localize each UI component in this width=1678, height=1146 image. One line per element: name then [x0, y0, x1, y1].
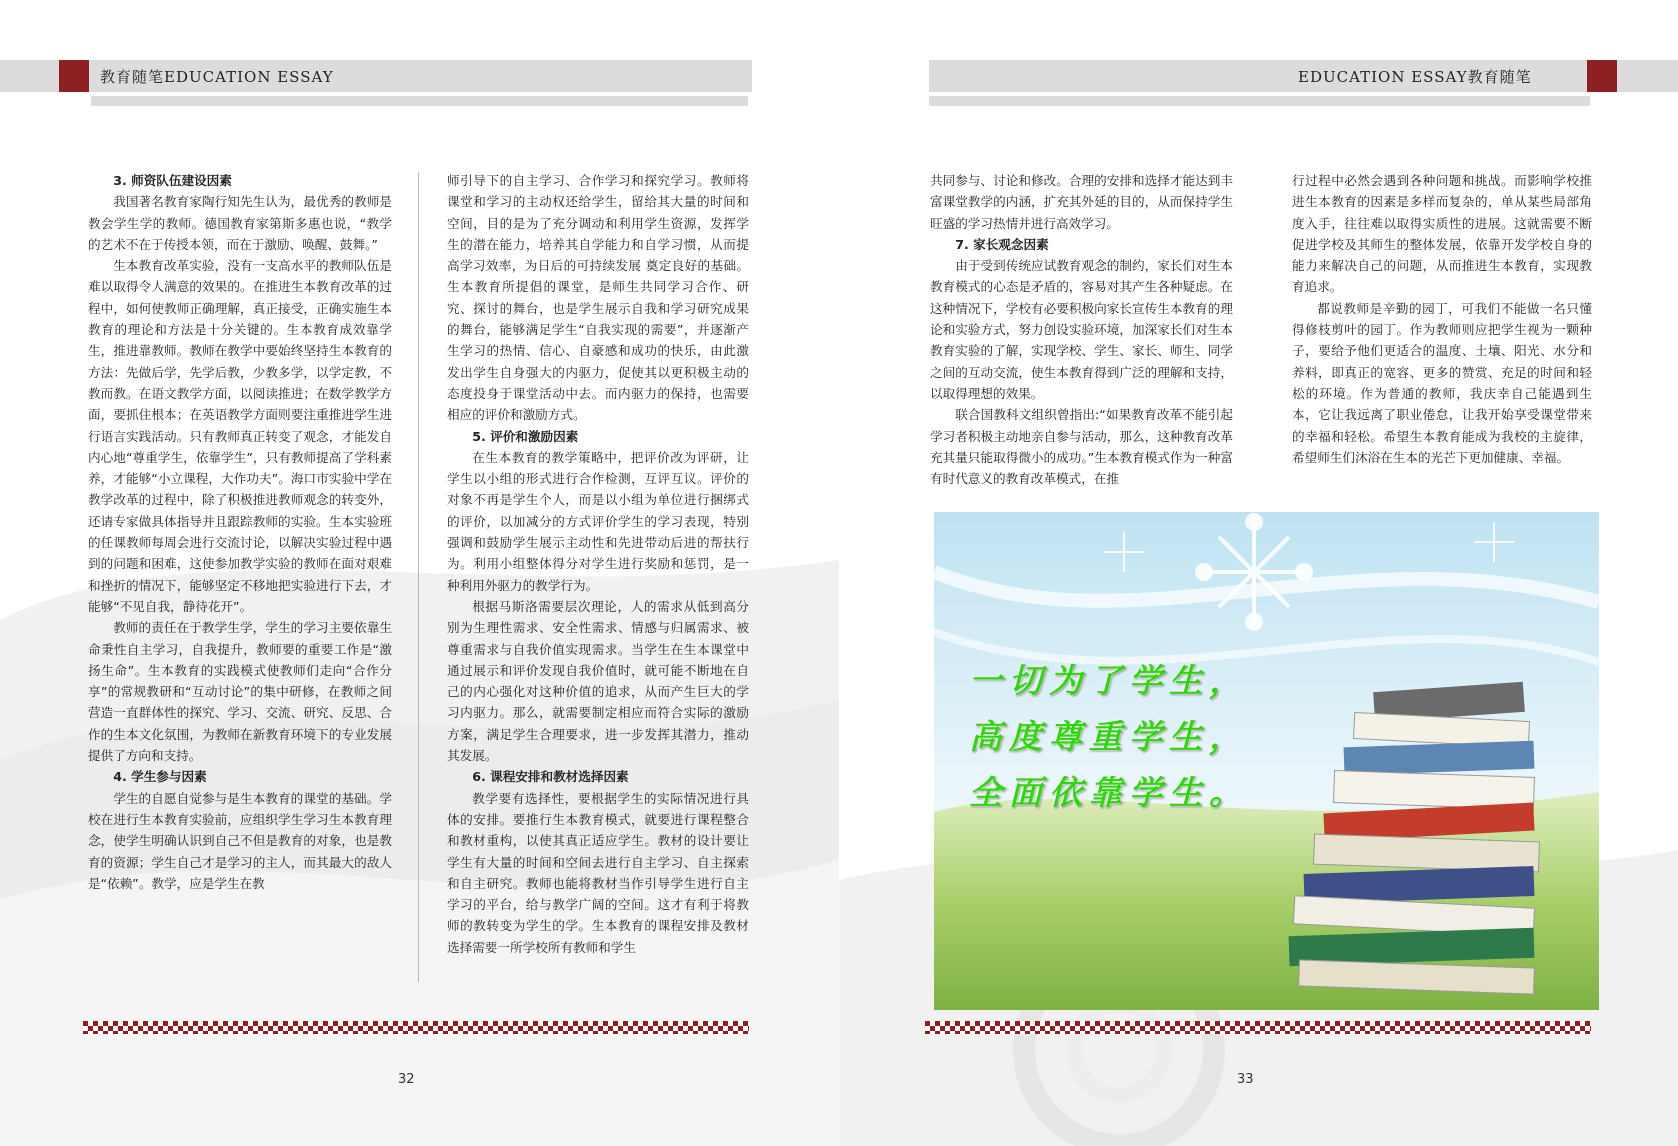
section-heading: 4. 学生参与因素: [113, 769, 207, 785]
header-rule: [91, 96, 748, 106]
section-heading: 5. 评价和激励因素: [472, 428, 579, 444]
paragraph: 教师的责任在于教学生学，学生的学习主要依靠生命秉性自主学习，自我提升，教师要的重要工作是“激扬生命”。生本教育的实践模式使教师们走向“合作分享”的常规教研和“互动讨论”的集中研修，在教师之间营造一直群体性的探究、学习、交流、研究、反思、合作的生本文化氛围，为教师在新教育环境下的专业发展提供了方向和支持。: [88, 620, 392, 764]
paragraph: 由于受到传统应试教育观念的制约，家长们对生本教育模式的心态是矛盾的，容易对其产生各种疑虑。在这种情况下，学校有必要积极向家长宣传生本教育的理论和实验方式，努力创设实验环境，加深家长们对生本教育实验的了解，实现学校、学生、家长、师生、同学之间的互动交流，使生本教育得到广泛的理解和支持，以取得理想的效果。: [930, 258, 1233, 401]
column-divider: [418, 172, 419, 982]
slogan-line-3: 全面依靠学生。: [969, 773, 1249, 812]
text-column-1: [88, 170, 392, 894]
header-rule: [929, 96, 1590, 106]
page-number: 32: [398, 1072, 415, 1087]
books-illustration: [934, 512, 1599, 1010]
paragraph: 学生的自愿自觉参与是生本教育的课堂的基础。学校在进行生本教育实验前，应组织学生学习生本教育理念，使学生明确认识到自己不但是教育的对象，也是教育的资源；学生自己才是学习的主人，而其最大的敌人是“依赖”。教学，应是学生在教: [88, 790, 392, 891]
paragraph: 共同参与、讨论和修改。合理的安排和选择才能达到丰富课堂教学的内涵，扩充其外延的目的，从而保持学生旺盛的学习热情并进行高效学习。: [930, 173, 1233, 231]
paragraph: 师引导下的自主学习、合作学习和探究学习。教师将课堂和学习的主动权还给学生，留给其大量的时间和空间，目的是为了充分调动和利用学生资源，发挥学生的潜在能力，培养其自学能力和自学习惯，从而提高学习效率，为日后的可持续发展 奠定良好的基础。生本教育所提倡的课堂，是师生共同学习合作、研究、探讨的舞台，也是学生展示自我和学习研究成果的舞台，能够满足学生“自我实现的需要”，并逐渐产生学习的热情、信心、自豪感和成功的快乐，由此激发出学生自身强大的内驱力，促使其以更积极主动的态度投身于课堂活动中去。而内驱力的保持，也需要相应的评价和激励方式。: [447, 173, 749, 423]
section-heading: 3. 师资队伍建设因素: [113, 173, 232, 188]
paragraph: 行过程中必然会遇到各种问题和挑战。而影响学校推进生本教育的因素是多样而复杂的，单从某些局部角度入手，往往难以取得实质性的进展。这就需要不断促进学校及其师生的整体发展，依靠开发学校自身的能力来解决自己的问题，从而推进生本教育，实现教育追求。: [1292, 173, 1592, 295]
header-accent-square: [1587, 60, 1617, 92]
books-photo: [934, 512, 1599, 1010]
header-title: EDUCATION ESSAY教育随笔: [1298, 68, 1532, 86]
page-number: 33: [1237, 1072, 1254, 1087]
paragraph: 根据马斯洛需要层次理论，人的需求从低到高分别为生理性需求、安全性需求、情感与归属需求、被尊重需求与自我价值实现需求。当学生在生本课堂中通过展示和评价发现自我价值时，就可能不断地在自己的内心强化对这种价值的追求，从而产生巨大的学习内驱力。那么，就需要制定相应而符合实际的激励方案，满足学生合理要求，进一步发挥其潜力，推动其发展。: [447, 598, 749, 764]
slogan-line-2: 高度尊重学生，: [969, 717, 1249, 756]
paragraph: 联合国教科文组织曾指出:“如果教育改革不能引起学习者积极主动地亲自参与活动，那么，这种教育改革充其量只能取得微小的成功。”生本教育模式作为一种富有时代意义的教育改革模式，在推: [930, 407, 1233, 487]
text-column-2: [447, 170, 749, 958]
header-accent-square: [59, 60, 89, 92]
section-heading: 6. 课程安排和教材选择因素: [472, 769, 629, 785]
checker-border: [83, 1021, 749, 1034]
paragraph: 在生本教育的教学策略中，把评价改为评研，让学生以小组的形式进行合作检测，互评互议。评价的对象不再是学生个人，而是以小组为单位进行捆绑式的评价，以加减分的方式评价学生的学习表现，特别强调和鼓励学生展示主动性和先进带动后进的帮扶行为。利用小组整体得分对学生进行奖励和惩罚，是一种利用外驱力的教学行为。: [447, 449, 749, 593]
section-heading: 7. 家长观念因素: [955, 236, 1049, 252]
checker-border: [925, 1021, 1591, 1034]
slogan-line-1: 一切为了学生，: [969, 661, 1249, 700]
right-page: [839, 0, 1678, 1146]
text-column-1: [930, 170, 1233, 489]
paragraph: 我国著名教育家陶行知先生认为，最优秀的教师是教会学生学的教师。德国教育家第斯多惠也说，“教学的艺术不在于传授本领，而在于激励、唤醒、鼓舞。”: [88, 194, 392, 252]
paragraph: 生本教育改革实验，没有一支高水平的教师队伍是难以取得令人满意的效果的。在推进生本教育改革的过程中，如何使教师正确理解，真正接受，正确实施生本教育的理论和方法是十分关键的。生本教育成效靠学生，推进靠教师。教师在教学中要始终坚持生本教育的方法：先做后学，先学后教，少教多学，以学定教，不教而教。在语文教学方面，以阅读推进；在数学教学方面，要抓住根本；在英语教学方面则要注重推进学生进行语言实践活动。只有教师真正转变了观念，才能发自内心地“尊重学生，依靠学生”，只有教师提高了学科素养，才能够“小立课程，大作功夫”。海口市实验中学在教学改革的过程中，除了积极推进教师观念的转变外，还请专家做具体指导并且跟踪教师的实验。生本实验班的任课教师每周会进行交流讨论，以解决实验过程中遇到的问题和困难，这使参加教学实验的教师在面对艰难和挫折的情况下，能够坚定不移地把实验进行下去，才能够“不见自我，静待花开”。: [88, 258, 392, 614]
text-column-2: [1292, 170, 1592, 468]
paragraph: 教学要有选择性，要根据学生的实际情况进行具体的安排。要推行生本教育模式，就要进行课程整合和教材重构，以使其真正适应学生。教材的设计要让学生有大量的时间和空间去进行自主学习、自主探索和自主研究。教师也能将教材当作引导学生进行自主学习的平台，给与教学广阔的空间。这才有利于将教师的教转变为学生的学。生本教育的课程安排及教材选择需要一所学校所有教师和学生: [447, 790, 749, 955]
header-title: 教育随笔EDUCATION ESSAY: [100, 68, 334, 86]
paragraph: 都说教师是辛勤的园丁，可我们不能做一名只懂得修枝剪叶的园丁。作为教师则应把学生视为一颗种子，要给予他们更适合的温度、土壤、阳光、水分和养料，即真正的宽容、更多的赞赏、充足的时间和轻松的环境。作为普通的教师，我庆幸自己能遇到生本，它让我远离了职业倦怠，让我开始享受课堂带来的幸福和轻松。希望生本教育能成为我校的主旋律，希望师生们沐浴在生本的光芒下更加健康、幸福。: [1292, 300, 1592, 465]
